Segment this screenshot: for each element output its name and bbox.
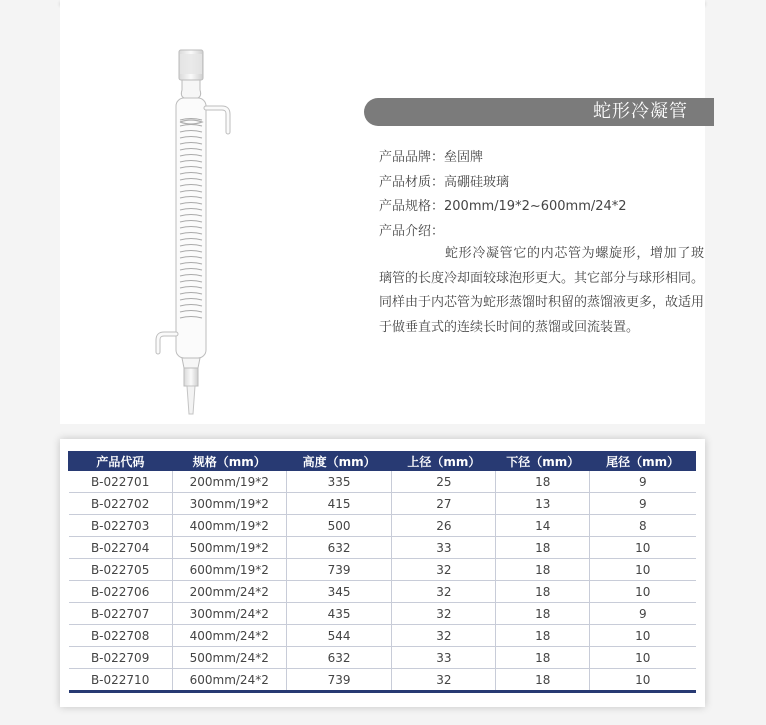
spec-size	[379, 195, 709, 220]
table-cell: B-022710	[69, 669, 173, 692]
table-cell: B-022703	[69, 515, 173, 537]
table-cell: 200mm/19*2	[172, 471, 286, 493]
table-cell: 14	[496, 515, 590, 537]
spec-label: 产品规格：	[379, 199, 445, 215]
table-cell: B-022702	[69, 493, 173, 515]
table-cell: 10	[590, 559, 696, 581]
table-cell: 739	[286, 669, 392, 692]
table-cell: B-022708	[69, 625, 173, 647]
spec-table	[68, 451, 696, 693]
table-row	[69, 625, 696, 647]
table-cell: 435	[286, 603, 392, 625]
table-cell: B-022701	[69, 471, 173, 493]
table-cell: 500mm/24*2	[172, 647, 286, 669]
column-header: 下径（mm）	[496, 452, 590, 471]
spec-list	[379, 146, 709, 244]
table-cell: 10	[590, 625, 696, 647]
table-row	[69, 669, 696, 692]
column-header: 尾径（mm）	[590, 452, 696, 471]
column-header: 规格（mm）	[172, 452, 286, 471]
table-row	[69, 493, 696, 515]
table-cell: 400mm/19*2	[172, 515, 286, 537]
table-cell: 8	[590, 515, 696, 537]
spec-table-card	[60, 439, 705, 707]
column-header: 产品代码	[69, 452, 173, 471]
table-cell: 18	[496, 669, 590, 692]
table-cell: 415	[286, 493, 392, 515]
spec-intro	[379, 220, 709, 245]
table-cell: 500	[286, 515, 392, 537]
table-cell: 13	[496, 493, 590, 515]
table-cell: 18	[496, 471, 590, 493]
table-cell: 500mm/19*2	[172, 537, 286, 559]
table-cell: 10	[590, 581, 696, 603]
table-body	[69, 471, 696, 692]
spec-label: 产品品牌：	[379, 150, 445, 165]
table-cell: 32	[392, 625, 496, 647]
table-cell: 32	[392, 603, 496, 625]
table-row	[69, 515, 696, 537]
table-cell: 9	[590, 603, 696, 625]
product-description: 蛇形冷凝管它的内芯管为螺旋形，增加了玻璃管的长度冷却面较球泡形更大。其它部分与球形相同。同样由于内芯管为蛇形蒸馏时积留的蒸馏液更多，故适用于做垂直式的连续长时间的蒸馏或回流装置。	[379, 246, 705, 335]
spec-value: 高硼硅玻璃	[444, 174, 510, 190]
condenser-glassware-image	[140, 42, 250, 422]
table-cell: 200mm/24*2	[172, 581, 286, 603]
table-cell: 18	[496, 537, 590, 559]
table-cell: 400mm/24*2	[172, 625, 286, 647]
table-cell: 18	[496, 603, 590, 625]
product-title: 蛇形冷凝管	[593, 101, 688, 122]
table-row	[69, 471, 696, 493]
column-header: 上径（mm）	[392, 452, 496, 471]
table-cell: 10	[590, 537, 696, 559]
spec-value: 垒固牌	[444, 150, 484, 165]
table-row	[69, 603, 696, 625]
table-cell: 300mm/24*2	[172, 603, 286, 625]
spec-label: 产品材质：	[379, 174, 445, 190]
table-row	[69, 581, 696, 603]
table-row	[69, 647, 696, 669]
table-cell: 27	[392, 493, 496, 515]
spec-label: 产品介绍：	[379, 223, 445, 239]
spec-brand	[379, 146, 709, 171]
column-header: 高度（mm）	[286, 452, 392, 471]
table-cell: 9	[590, 493, 696, 515]
table-cell: B-022709	[69, 647, 173, 669]
table-row	[69, 559, 696, 581]
table-cell: B-022706	[69, 581, 173, 603]
table-cell: 32	[392, 559, 496, 581]
table-header-row	[69, 452, 696, 471]
table-cell: 9	[590, 471, 696, 493]
spec-material	[379, 171, 709, 196]
table-cell: 544	[286, 625, 392, 647]
table-cell: 18	[496, 559, 590, 581]
table-cell: 600mm/19*2	[172, 559, 286, 581]
table-cell: 10	[590, 669, 696, 692]
table-row	[69, 537, 696, 559]
table-cell: 33	[392, 647, 496, 669]
table-cell: B-022705	[69, 559, 173, 581]
table-cell: 632	[286, 647, 392, 669]
table-cell: 32	[392, 669, 496, 692]
table-cell: B-022707	[69, 603, 173, 625]
table-cell: 18	[496, 625, 590, 647]
table-cell: 300mm/19*2	[172, 493, 286, 515]
table-cell: 18	[496, 581, 590, 603]
table-cell: 632	[286, 537, 392, 559]
product-title-banner	[364, 98, 714, 126]
table-cell: 345	[286, 581, 392, 603]
table-cell: 10	[590, 647, 696, 669]
table-cell: 335	[286, 471, 392, 493]
spec-value: 200mm/19*2~600mm/24*2	[444, 199, 627, 215]
table-cell: 739	[286, 559, 392, 581]
table-cell: 33	[392, 537, 496, 559]
table-cell: 600mm/24*2	[172, 669, 286, 692]
table-cell: 32	[392, 581, 496, 603]
table-cell: 18	[496, 647, 590, 669]
table-cell: B-022704	[69, 537, 173, 559]
table-cell: 25	[392, 471, 496, 493]
table-cell: 26	[392, 515, 496, 537]
